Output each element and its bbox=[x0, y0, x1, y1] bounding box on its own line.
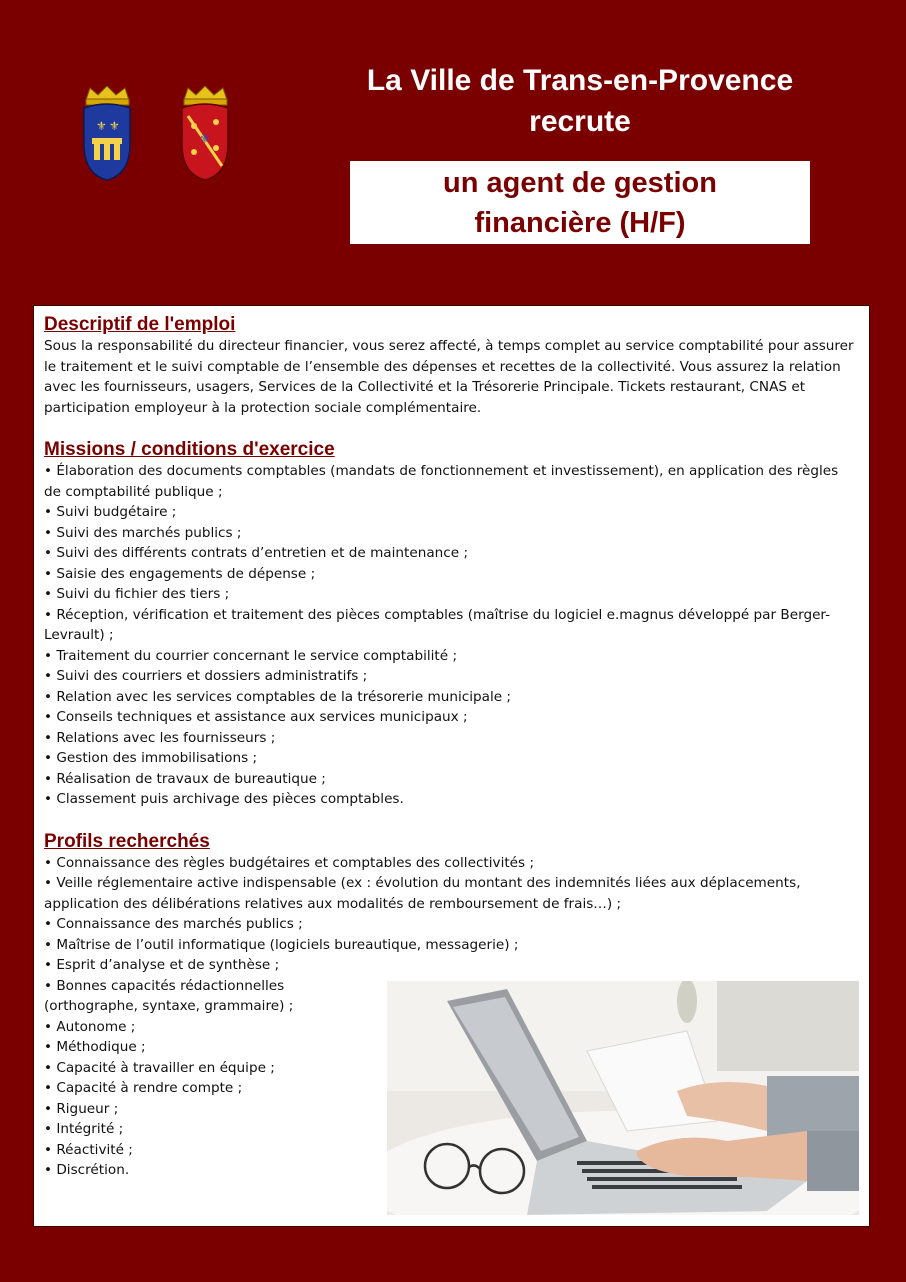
list-item: • Classement puis archivage des pièces comptables. bbox=[44, 791, 404, 807]
list-item: • Autonome ; bbox=[44, 1018, 136, 1035]
job-title-line-2: financière (H/F) bbox=[474, 206, 686, 239]
svg-text:⚜: ⚜ bbox=[109, 119, 120, 133]
job-description-panel bbox=[33, 305, 870, 1227]
job-title-box bbox=[350, 161, 810, 244]
list-item: • Veille réglementaire active indispensable (ex : évolution du montant des indemnités liées aux déplacements, application des délibérations relatives aux modalités de remboursement de frais…) ; bbox=[44, 875, 801, 912]
title-line-1: La Ville de Trans-en-Provence bbox=[366, 64, 794, 97]
list-item: • Discrétion. bbox=[44, 1162, 130, 1178]
list-item: • Réactivité ; bbox=[44, 1141, 133, 1158]
list-item: • Conseils techniques et assistance aux services municipaux ; bbox=[44, 709, 468, 725]
list-item: • Maîtrise de l’outil informatique (logiciels bureautique, messagerie) ; bbox=[44, 936, 519, 953]
list-item: • Intégrité ; bbox=[44, 1121, 124, 1137]
page-title bbox=[340, 60, 820, 142]
list-item: • Saisie des engagements de dépense ; bbox=[44, 565, 316, 582]
coat-of-arms-blue-icon bbox=[84, 86, 130, 180]
list-item: • Connaissance des règles budgétaires et comptables des collectivités ; bbox=[44, 854, 535, 871]
descriptif-text: Sous la responsabilité du directeur financier, vous serez affecté, à temps complet au service comptabilité pour assurer le traitement et le suivi comptable de l’ensemble des dépenses et recettes de la collectivité. Vous assurez la relation avec les fournisseurs, usagers, Services de la Collectivité et la Trésorerie Principale. Tickets restaurant, CNAS et participation employeur à la protection sociale complémentaire. bbox=[44, 338, 854, 416]
svg-text:⚜: ⚜ bbox=[96, 119, 107, 133]
profils-heading: Profils recherchés bbox=[44, 830, 210, 852]
list-item: • Suivi des différents contrats d’entretien et de maintenance ; bbox=[44, 545, 469, 561]
missions-list bbox=[44, 461, 859, 810]
list-item: • Relation avec les services comptables de la trésorerie municipale ; bbox=[44, 688, 511, 705]
job-title-line-1: un agent de gestion bbox=[443, 166, 717, 199]
missions-heading: Missions / conditions d'exercice bbox=[44, 439, 335, 460]
list-item: • Capacité à travailler en équipe ; bbox=[44, 1059, 275, 1076]
coat-of-arms-red-icon bbox=[182, 86, 228, 180]
office-laptop-photo bbox=[387, 981, 859, 1215]
svg-text:⚜: ⚜ bbox=[199, 131, 211, 146]
title-line-2: recrute bbox=[529, 105, 631, 138]
descriptif-heading: Descriptif de l'emploi bbox=[44, 314, 236, 335]
list-item: • Bonnes capacités rédactionnelles (orthographe, syntaxe, grammaire) ; bbox=[44, 977, 294, 1014]
list-item: • Rigueur ; bbox=[44, 1100, 119, 1117]
list-item: • Suivi budgétaire ; bbox=[44, 504, 177, 520]
list-item: • Suivi des marchés publics ; bbox=[44, 524, 242, 541]
list-item: • Traitement du courrier concernant le service comptabilité ; bbox=[44, 647, 458, 664]
coats-of-arms bbox=[80, 86, 260, 186]
list-item: • Réception, vérification et traitement des pièces comptables (maîtrise du logiciel e.magnus développé par Berger-Levrault) ; bbox=[44, 606, 831, 643]
list-item: • Connaissance des marchés publics ; bbox=[44, 916, 303, 932]
list-item: • Réalisation de travaux de bureautique ; bbox=[44, 770, 326, 787]
list-item: • Relations avec les fournisseurs ; bbox=[44, 729, 276, 746]
list-item: • Gestion des immobilisations ; bbox=[44, 750, 258, 766]
list-item: • Suivi du fichier des tiers ; bbox=[44, 586, 230, 602]
list-item: • Méthodique ; bbox=[44, 1039, 146, 1055]
list-item: • Suivi des courriers et dossiers administratifs ; bbox=[44, 668, 368, 684]
list-item: • Capacité à rendre compte ; bbox=[44, 1080, 243, 1096]
list-item: • Esprit d’analyse et de synthèse ; bbox=[44, 957, 280, 973]
list-item: • Élaboration des documents comptables (mandats de fonctionnement et investissement), en application des règles de comptabilité publique ; bbox=[44, 463, 839, 500]
